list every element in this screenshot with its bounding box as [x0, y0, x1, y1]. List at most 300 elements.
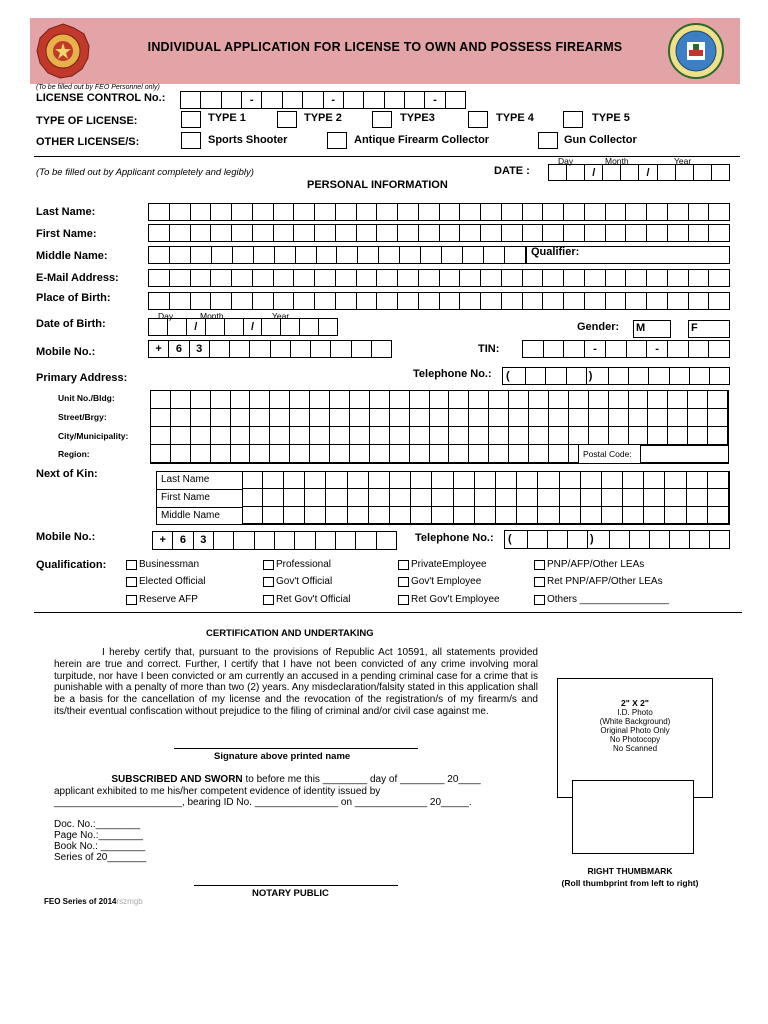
- qualifier-label: Qualifier:: [531, 246, 580, 258]
- grid-cell[interactable]: [644, 489, 665, 506]
- grid-cell[interactable]: [270, 391, 290, 409]
- grid-cell[interactable]: [668, 427, 688, 445]
- grid-cell[interactable]: [569, 427, 589, 445]
- next-of-kin-label: Next of Kin:: [36, 468, 98, 480]
- qualification-checkbox[interactable]: [398, 595, 409, 605]
- grid-cell[interactable]: [560, 472, 581, 489]
- grid-cell[interactable]: [390, 472, 411, 489]
- grid-cell[interactable]: [469, 391, 489, 409]
- grid-cell[interactable]: [242, 489, 263, 506]
- grid-cell[interactable]: [410, 409, 430, 427]
- grid-cell[interactable]: [370, 409, 390, 427]
- grid-cell[interactable]: [687, 489, 708, 506]
- date-of-birth-input[interactable]: / /: [148, 318, 338, 336]
- qualification-option-label: Ret Gov't Official: [276, 594, 351, 605]
- grid-cell[interactable]: [290, 445, 310, 463]
- grid-cell[interactable]: [496, 489, 517, 506]
- qualification-option-label: Reserve AFP: [139, 594, 198, 605]
- grid-cell[interactable]: [648, 427, 668, 445]
- grid-cell[interactable]: [538, 507, 559, 524]
- grid-cell[interactable]: [432, 489, 453, 506]
- grid-cell[interactable]: [270, 427, 290, 445]
- place-of-birth-label: Place of Birth:: [36, 292, 111, 304]
- type5-checkbox[interactable]: [563, 111, 583, 128]
- grid-cell[interactable]: [191, 409, 211, 427]
- grid-cell[interactable]: [623, 489, 644, 506]
- sports-shooter-checkbox[interactable]: [181, 132, 201, 149]
- grid-cell[interactable]: [708, 391, 728, 409]
- grid-cell[interactable]: [629, 427, 649, 445]
- last-name-input[interactable]: [148, 203, 730, 221]
- region-label: Region:: [58, 449, 90, 459]
- grid-cell[interactable]: [231, 391, 251, 409]
- grid-cell[interactable]: [629, 391, 649, 409]
- grid-cell[interactable]: [250, 391, 270, 409]
- grid-cell[interactable]: [489, 445, 509, 463]
- grid-cell[interactable]: [454, 507, 475, 524]
- grid-cell[interactable]: [629, 409, 649, 427]
- form-code: rszmgb: [116, 897, 143, 906]
- grid-cell[interactable]: [284, 489, 305, 506]
- grid-cell[interactable]: [538, 489, 559, 506]
- grid-cell[interactable]: [171, 427, 191, 445]
- grid-cell[interactable]: [151, 427, 171, 445]
- grid-cell[interactable]: [171, 445, 191, 463]
- grid-cell[interactable]: [250, 445, 270, 463]
- office-note: (To be filled out by FEO Personnel only): [36, 84, 160, 91]
- grid-cell[interactable]: [270, 409, 290, 427]
- grid-cell[interactable]: [231, 445, 251, 463]
- grid-cell[interactable]: [250, 409, 270, 427]
- grid-cell[interactable]: [191, 427, 211, 445]
- photo-line1: I.D. Photo: [617, 708, 653, 717]
- grid-cell[interactable]: [369, 507, 390, 524]
- kin-mobile-prefix-6: 6: [173, 532, 193, 549]
- grid-cell[interactable]: [454, 472, 475, 489]
- mobile-input[interactable]: [148, 340, 392, 358]
- type1-label: TYPE 1: [208, 112, 246, 124]
- grid-cell[interactable]: [560, 489, 581, 506]
- grid-cell[interactable]: [390, 445, 410, 463]
- tin-input[interactable]: - -: [522, 340, 730, 358]
- grid-cell[interactable]: [231, 427, 251, 445]
- grid-cell[interactable]: [370, 391, 390, 409]
- grid-cell[interactable]: [688, 391, 708, 409]
- photo-line5: No Scanned: [612, 744, 658, 753]
- grid-cell[interactable]: [449, 445, 469, 463]
- grid-cell[interactable]: [326, 472, 347, 489]
- kin-middle-name-label: Middle Name: [161, 510, 220, 521]
- grid-cell[interactable]: [454, 489, 475, 506]
- grid-cell[interactable]: [330, 391, 350, 409]
- grid-cell[interactable]: [305, 507, 326, 524]
- divider: [157, 507, 243, 508]
- photo-line3: Original Photo Only: [600, 726, 670, 735]
- grid-cell[interactable]: [475, 472, 496, 489]
- grid-cell[interactable]: [589, 409, 609, 427]
- qualification-checkbox[interactable]: [263, 560, 274, 570]
- grid-cell[interactable]: [581, 507, 602, 524]
- grid-cell[interactable]: [191, 445, 211, 463]
- grid-cell[interactable]: [305, 489, 326, 506]
- grid-cell[interactable]: [432, 507, 453, 524]
- street-label: Street/Brgy:: [58, 412, 107, 422]
- grid-cell[interactable]: [688, 409, 708, 427]
- type-of-license-label: TYPE OF LICENSE:: [36, 115, 138, 127]
- grid-cell[interactable]: [648, 409, 668, 427]
- grid-cell[interactable]: [569, 391, 589, 409]
- qualification-option-label: Businessman: [139, 559, 200, 570]
- grid-cell[interactable]: [171, 409, 191, 427]
- doc-no: Doc. No.:________: [54, 819, 141, 830]
- grid-cell[interactable]: [623, 472, 644, 489]
- kin-mobile-input[interactable]: [152, 531, 397, 550]
- date-input-grid[interactable]: / /: [548, 164, 730, 181]
- qualification-checkbox[interactable]: [398, 560, 409, 570]
- grid-cell[interactable]: [529, 427, 549, 445]
- date-month-label: Month: [605, 156, 629, 166]
- other-license-label: OTHER LICENSE/S:: [36, 136, 140, 148]
- grid-cell[interactable]: [517, 489, 538, 506]
- grid-cell[interactable]: [370, 427, 390, 445]
- grid-cell[interactable]: [475, 507, 496, 524]
- qualification-checkbox[interactable]: [126, 577, 137, 587]
- qualification-checkbox[interactable]: [126, 595, 137, 605]
- applicant-note: (To be filled out by Applicant completely and legibly): [36, 167, 254, 178]
- signature-line[interactable]: [174, 748, 418, 749]
- type2-label: TYPE 2: [304, 112, 342, 124]
- telephone-label: Telephone No.:: [413, 368, 492, 380]
- grid-cell[interactable]: [708, 507, 729, 524]
- grid-cell[interactable]: [390, 391, 410, 409]
- grid-cell[interactable]: [370, 445, 390, 463]
- grid-cell[interactable]: [326, 489, 347, 506]
- grid-cell[interactable]: [708, 472, 729, 489]
- type3-label: TYPE3: [400, 112, 435, 124]
- grid-cell[interactable]: [151, 409, 171, 427]
- grid-cell[interactable]: [609, 391, 629, 409]
- license-control-label: LICENSE CONTROL No.:: [36, 92, 166, 104]
- qualification-option-label: Others ________________: [547, 594, 669, 605]
- gender-label: Gender:: [577, 321, 620, 333]
- grid-cell[interactable]: [509, 391, 529, 409]
- grid-cell[interactable]: [151, 445, 171, 463]
- feo-seal-icon: [666, 22, 726, 80]
- grid-cell[interactable]: [330, 409, 350, 427]
- grid-cell[interactable]: [350, 391, 370, 409]
- form-title: INDIVIDUAL APPLICATION FOR LICENSE TO OWN AND POSSESS FIREARMS: [147, 40, 623, 54]
- grid-cell[interactable]: [326, 507, 347, 524]
- grid-cell[interactable]: [449, 427, 469, 445]
- dob-month-label: Month: [200, 311, 224, 321]
- subscribed-line1: [54, 774, 538, 785]
- place-of-birth-input[interactable]: [148, 292, 730, 310]
- grid-cell[interactable]: [517, 507, 538, 524]
- qualification-option-label: Gov't Employee: [411, 576, 482, 587]
- qualification-checkbox[interactable]: [534, 560, 545, 570]
- middle-name-label: Middle Name:: [36, 250, 108, 262]
- dob-day-label: Day: [158, 311, 174, 321]
- grid-cell[interactable]: [529, 409, 549, 427]
- mobile-prefix-3: 3: [190, 341, 210, 357]
- divider: [34, 156, 740, 157]
- grid-cell[interactable]: [310, 427, 330, 445]
- grid-cell[interactable]: [687, 472, 708, 489]
- primary-address-label: Primary Address:: [36, 372, 128, 384]
- sports-shooter-label: Sports Shooter: [208, 134, 288, 146]
- subscribed-text: to before me this ________ day of ________ 20____: [242, 774, 481, 785]
- qualification-option-label: Ret Gov't Employee: [411, 594, 500, 605]
- personal-info-title: PERSONAL INFORMATION: [307, 179, 448, 191]
- grid-cell[interactable]: [410, 391, 430, 409]
- type4-label: TYPE 4: [496, 112, 534, 124]
- grid-cell[interactable]: [569, 409, 589, 427]
- grid-cell[interactable]: [665, 507, 686, 524]
- qualification-checkbox[interactable]: [263, 577, 274, 587]
- grid-cell[interactable]: [602, 472, 623, 489]
- grid-cell[interactable]: [489, 409, 509, 427]
- grid-cell[interactable]: [284, 507, 305, 524]
- grid-cell[interactable]: [250, 427, 270, 445]
- grid-cell[interactable]: [310, 391, 330, 409]
- grid-cell[interactable]: [411, 472, 432, 489]
- grid-cell[interactable]: [469, 409, 489, 427]
- tin-label: TIN:: [478, 343, 500, 355]
- grid-cell[interactable]: [310, 445, 330, 463]
- grid-cell[interactable]: [529, 391, 549, 409]
- grid-cell[interactable]: [211, 445, 231, 463]
- grid-cell[interactable]: [231, 409, 251, 427]
- qualification-option-label: Gov't Official: [276, 576, 333, 587]
- mobile-label: Mobile No.:: [36, 346, 96, 358]
- grid-cell[interactable]: [151, 391, 171, 409]
- type2-checkbox[interactable]: [277, 111, 297, 128]
- grid-cell[interactable]: [602, 489, 623, 506]
- subscribed-line2: applicant exhibited to me his/her competent evidence of identity issued by: [54, 786, 381, 797]
- grid-cell[interactable]: [430, 445, 450, 463]
- grid-cell[interactable]: [668, 391, 688, 409]
- middle-name-input[interactable]: [148, 246, 526, 264]
- grid-cell[interactable]: [665, 489, 686, 506]
- grid-cell[interactable]: [589, 427, 609, 445]
- qualification-checkbox[interactable]: [263, 595, 274, 605]
- qualification-checkbox[interactable]: [534, 577, 545, 587]
- grid-cell[interactable]: [211, 391, 231, 409]
- grid-cell[interactable]: [449, 409, 469, 427]
- telephone-input[interactable]: ( ): [502, 367, 730, 385]
- unit-label: Unit No./Bldg:: [58, 393, 115, 403]
- grid-cell[interactable]: [560, 507, 581, 524]
- grid-cell[interactable]: [242, 507, 263, 524]
- grid-cell[interactable]: [411, 489, 432, 506]
- license-control-grid[interactable]: - - -: [180, 91, 466, 109]
- photo-line2: (White Background): [599, 717, 671, 726]
- grid-cell[interactable]: [581, 472, 602, 489]
- grid-cell[interactable]: [211, 409, 231, 427]
- grid-cell[interactable]: [211, 427, 231, 445]
- grid-cell[interactable]: [390, 409, 410, 427]
- grid-cell[interactable]: [350, 427, 370, 445]
- grid-cell[interactable]: [284, 472, 305, 489]
- grid-cell[interactable]: [348, 507, 369, 524]
- grid-cell[interactable]: [263, 489, 284, 506]
- book-no: Book No.: ________: [54, 841, 146, 852]
- type4-checkbox[interactable]: [468, 111, 488, 128]
- grid-cell[interactable]: [305, 472, 326, 489]
- grid-cell[interactable]: [270, 445, 290, 463]
- qualification-checkbox[interactable]: [398, 577, 409, 587]
- grid-cell[interactable]: [589, 391, 609, 409]
- grid-cell[interactable]: [549, 391, 569, 409]
- grid-cell[interactable]: [430, 427, 450, 445]
- grid-cell[interactable]: [549, 427, 569, 445]
- feo-series-text: FEO Series of 2014: [44, 897, 117, 906]
- grid-cell[interactable]: [469, 445, 489, 463]
- date-of-birth-label: Date of Birth:: [36, 318, 106, 330]
- mobile-prefix-6: 6: [169, 341, 189, 357]
- grid-cell[interactable]: [263, 507, 284, 524]
- grid-cell[interactable]: [517, 472, 538, 489]
- photo-line4: No Photocopy: [609, 735, 661, 744]
- date-label: DATE :: [494, 165, 530, 177]
- grid-cell[interactable]: [496, 507, 517, 524]
- grid-cell[interactable]: [489, 427, 509, 445]
- gender-female-label: F: [691, 322, 698, 334]
- grid-cell[interactable]: [623, 507, 644, 524]
- antique-collector-label: Antique Firearm Collector: [354, 134, 490, 146]
- qualification-checkbox[interactable]: [126, 560, 137, 570]
- series-no: Series of 20_______: [54, 852, 147, 863]
- qualification-option-label: PrivateEmployee: [411, 559, 487, 570]
- grid-cell[interactable]: [290, 409, 310, 427]
- grid-cell[interactable]: [263, 472, 284, 489]
- gender-male-label: M: [636, 322, 646, 334]
- last-name-label: Last Name:: [36, 206, 96, 218]
- grid-cell[interactable]: [529, 445, 549, 463]
- qualification-label: Qualification:: [36, 559, 107, 571]
- qualification-option-label: Professional: [276, 559, 332, 570]
- certification-body: I hereby certify that, pursuant to the provisions of Republic Act 10591, all statements provided herein are true and correct. Further, I certify that I have not been convicted of any crime involving moral turpitude, nor have I been convicted or am currently an accused in a pending criminal case for a crime that is punishable with a penalty of more than two (2) years. Any misdeclaration/falsity stated in this application shall be a basis for the cancellation of my license and the revocation of the registration/s of my firearm/s and its/their eventual confiscation without prejudice to the filing of criminal and/or civil case against me.: [54, 647, 538, 717]
- notary-label: NOTARY PUBLIC: [252, 888, 329, 899]
- postal-code-input[interactable]: [640, 445, 729, 463]
- type3-checkbox[interactable]: [372, 111, 392, 128]
- grid-cell[interactable]: [350, 409, 370, 427]
- grid-cell[interactable]: [509, 409, 529, 427]
- signature-label: Signature above printed name: [214, 751, 351, 762]
- kin-mobile-prefix-3: 3: [194, 532, 214, 549]
- grid-cell[interactable]: [708, 489, 729, 506]
- antique-collector-checkbox[interactable]: [327, 132, 347, 149]
- grid-cell[interactable]: [469, 427, 489, 445]
- certification-title: CERTIFICATION AND UNDERTAKING: [206, 628, 374, 639]
- qualification-checkbox[interactable]: [534, 595, 545, 605]
- grid-cell[interactable]: [191, 391, 211, 409]
- thumbmark-note: (Roll thumbprint from left to right): [561, 878, 699, 888]
- grid-cell[interactable]: [410, 445, 430, 463]
- grid-cell[interactable]: [242, 472, 263, 489]
- qualification-option-label: Ret PNP/AFP/Other LEAs: [547, 576, 663, 587]
- grid-cell[interactable]: [602, 507, 623, 524]
- grid-cell[interactable]: [549, 445, 569, 463]
- grid-cell[interactable]: [644, 472, 665, 489]
- type1-checkbox[interactable]: [181, 111, 201, 128]
- grid-cell[interactable]: [290, 391, 310, 409]
- grid-cell[interactable]: [644, 507, 665, 524]
- grid-cell[interactable]: [330, 427, 350, 445]
- grid-cell[interactable]: [310, 409, 330, 427]
- grid-cell[interactable]: [609, 427, 629, 445]
- grid-cell[interactable]: [449, 391, 469, 409]
- pnp-seal-icon: [34, 22, 92, 80]
- grid-cell[interactable]: [688, 427, 708, 445]
- grid-cell[interactable]: [430, 391, 450, 409]
- grid-cell[interactable]: [475, 489, 496, 506]
- grid-cell[interactable]: [171, 391, 191, 409]
- grid-cell[interactable]: [290, 427, 310, 445]
- grid-cell[interactable]: [708, 427, 728, 445]
- grid-cell[interactable]: [330, 445, 350, 463]
- form-header: [30, 18, 740, 84]
- thumbmark-box[interactable]: [572, 780, 694, 854]
- grid-cell[interactable]: [538, 472, 559, 489]
- grid-cell[interactable]: [489, 391, 509, 409]
- grid-cell[interactable]: [687, 507, 708, 524]
- kin-mobile-label: Mobile No.:: [36, 531, 96, 543]
- grid-cell[interactable]: [430, 409, 450, 427]
- city-label: City/Municipality:: [58, 431, 129, 441]
- grid-cell[interactable]: [549, 409, 569, 427]
- page-no: Page No.:________: [54, 830, 143, 841]
- grid-cell[interactable]: [390, 427, 410, 445]
- feo-series: [44, 897, 143, 906]
- grid-cell[interactable]: [348, 472, 369, 489]
- grid-cell[interactable]: [648, 391, 668, 409]
- kin-last-name-label: Last Name: [161, 474, 210, 485]
- date-year-label: Year: [674, 156, 692, 166]
- dob-year-label: Year: [272, 311, 290, 321]
- thumbmark-title: RIGHT THUMBMARK: [587, 866, 673, 876]
- email-input[interactable]: [148, 269, 730, 287]
- divider: [34, 612, 742, 613]
- grid-cell[interactable]: [496, 472, 517, 489]
- grid-cell[interactable]: [609, 409, 629, 427]
- grid-cell[interactable]: [665, 472, 686, 489]
- grid-cell[interactable]: [581, 489, 602, 506]
- grid-cell[interactable]: [509, 427, 529, 445]
- grid-cell[interactable]: [348, 489, 369, 506]
- grid-cell[interactable]: [432, 472, 453, 489]
- grid-cell[interactable]: [390, 507, 411, 524]
- grid-cell[interactable]: [411, 507, 432, 524]
- email-label: E-Mail Address:: [36, 272, 119, 284]
- notary-signature-line[interactable]: [194, 885, 398, 886]
- grid-cell[interactable]: [390, 489, 411, 506]
- grid-cell[interactable]: [708, 409, 728, 427]
- grid-cell[interactable]: [668, 409, 688, 427]
- postal-code-label: Postal Code:: [583, 449, 632, 459]
- gun-collector-checkbox[interactable]: [538, 132, 558, 149]
- qualification-option-label: Elected Official: [139, 576, 206, 587]
- first-name-input[interactable]: [148, 224, 730, 242]
- grid-cell[interactable]: [369, 489, 390, 506]
- gun-collector-label: Gun Collector: [564, 134, 637, 146]
- kin-telephone-input[interactable]: ( ): [504, 530, 730, 549]
- grid-cell[interactable]: [410, 427, 430, 445]
- grid-cell[interactable]: [369, 472, 390, 489]
- grid-cell[interactable]: [350, 445, 370, 463]
- kin-mobile-prefix-plus: +: [153, 532, 173, 549]
- grid-cell[interactable]: [509, 445, 529, 463]
